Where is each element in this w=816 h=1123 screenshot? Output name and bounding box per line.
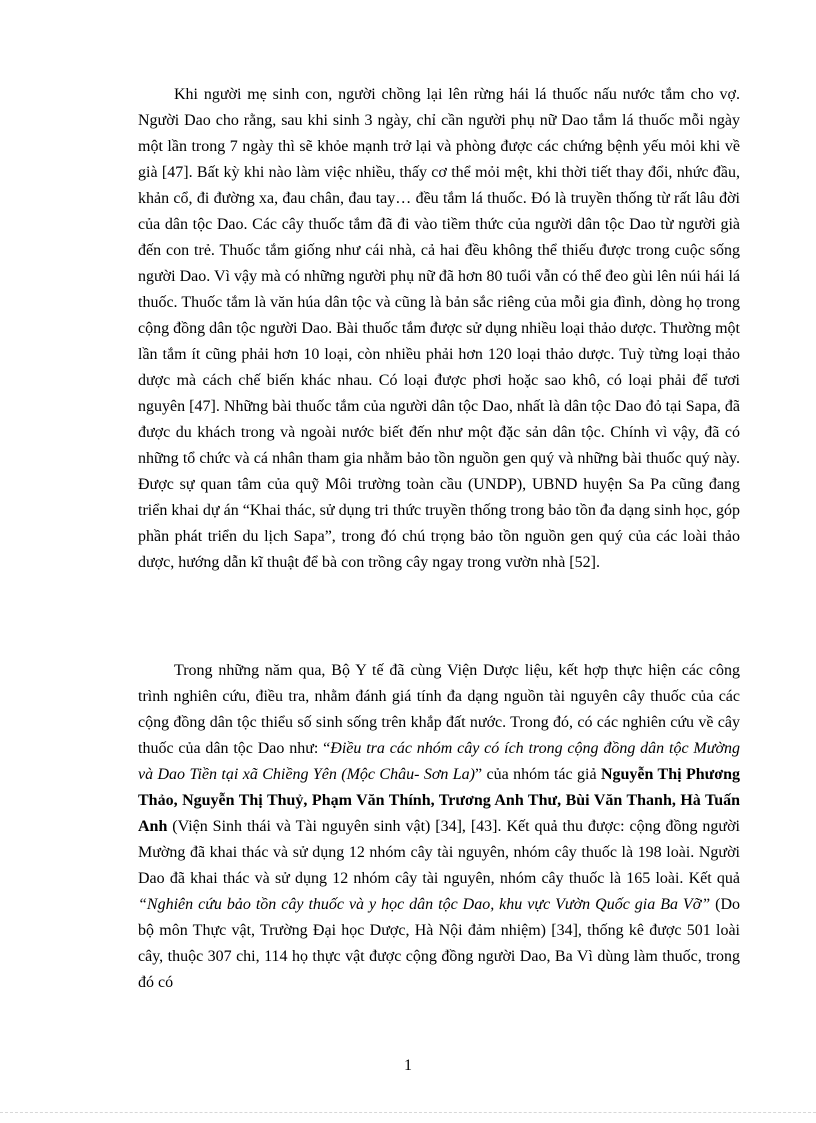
paragraph-2-ending: (Do bộ môn Thực vật, Trường Đại học Dược, Hà Nội đảm nhiệm) [34], thống kê được 501 loài cây, thuộc 307 chi, 114 họ thực vật được cộng đồng người Dao, Ba Vì dùng làm thuốc, trong đó có — [138, 896, 740, 991]
paragraph-2-intro: Trong những năm qua, Bộ Y tế đã cùng Viện Dược liệu, kết hợp thực hiện các công trình nghiên cứu, điều tra, nhằm đánh giá tính đa dạng nguồn tài nguyên cây thuốc của các cộng đồng dân tộc thiểu số sinh sống trên khắp đất nước. Trong đó, có các nghiên cứu về cây thuốc của dân tộc Dao như: “ — [138, 662, 740, 757]
page-number: 1 — [404, 1057, 412, 1074]
study-title-1: Điều tra các nhóm cây có ích trong cộng đồng dân tộc Mường và Dao Tiền tại xã Chiềng Yên (Mộc Châu- Sơn La) — [138, 740, 740, 783]
footer-divider — [0, 1112, 816, 1113]
paragraph-2-text-b: (Viện Sinh thái và Tài nguyên sinh vật) [34], [43]. Kết quả thu được: cộng đồng người Mường đã khai thác và sử dụng 12 nhóm cây tài nguyên, nhóm cây thuốc là 198 loài. Người Dao đã khai thác và sử dụng 12 nhóm cây tài nguyên, nhóm cây thuốc là 165 loài. Kết quả — [138, 818, 740, 887]
paragraph-2-text-a: ” của nhóm tác giả — [475, 766, 601, 783]
study-title-2: “Nghiên cứu bảo tồn cây thuốc và y học dân tộc Dao, khu vực Vườn Quốc gia Ba Vỡ” — [138, 896, 711, 913]
body-paragraph-1: Khi người mẹ sinh con, người chồng lại lên rừng hái lá thuốc nấu nước tắm cho vợ. Người Dao cho rằng, sau khi sinh 3 ngày, chỉ cần người phụ nữ Dao tắm lá thuốc mỗi ngày một lần trong 7 ngày thì sẽ khỏe mạnh trở lại và phòng được các chứng bệnh yếu mỏi khi về già [47]. Bất kỳ khi nào làm việc nhiều, thấy cơ thể mỏi mệt, khi thời tiết thay đổi, nhức đầu, khản cổ, đi đường xa, đau chân, đau tay… đều tắm lá thuốc. Đó là truyền thống từ rất lâu đời của dân tộc Dao. Các cây thuốc tắm đã đi vào tiềm thức của người dân tộc Dao từ người già đến con trẻ. Thuốc tắm giống như cái nhà, cả hai đều không thể thiếu được trong cuộc sống người Dao. Vì vậy mà có những người phụ nữ đã hơn 80 tuổi vẫn có thể đeo gùi lên núi hái lá thuốc. Thuốc tắm là văn húa dân tộc và cũng là bản sắc riêng của mỗi gia đình, dòng họ trong cộng đồng dân tộc người Dao. Bài thuốc tắm được sử dụng nhiều loại thảo dược. Thường một lần tắm ít cũng phải hơn 10 loại, còn nhiều phải hơn 120 loại thảo dược. Tuỳ từng loại thảo dược mà cách chế biến khác nhau. Có loại được phơi hoặc sao khô, có loại phải để tươi nguyên [47]. Những bài thuốc tắm của người dân tộc Dao, nhất là dân tộc Dao đỏ tại Sapa, đã được du khách trong và ngoài nước biết đến như một đặc sản dân tộc. Chính vì vậy, đã có những tổ chức và cá nhân tham gia nhằm bảo tồn nguồn gen quý và những bài thuốc quý này. Được sự quan tâm của quỹ Môi trường toàn cầu (UNDP), UBND huyện Sa Pa cũng đang triển khai dự án “Khai thác, sử dụng tri thức truyền thống trong bảo tồn đa dạng sinh học, góp phần phát triển du lịch Sapa”, trong đó chú trọng bảo tồn nguồn gen quý của các loài thảo dược, hướng dẫn kĩ thuật để bà con trồng cây ngay trong vườn nhà [52]. — [138, 86, 740, 571]
author-list: Nguyễn Thị Phương Thảo, Nguyễn Thị Thuỷ, Phạm Văn Thính, Trương Anh Thư, Bùi Văn Thanh, Hà Tuấn Anh — [138, 766, 740, 835]
body-paragraph-2 — [138, 658, 740, 996]
